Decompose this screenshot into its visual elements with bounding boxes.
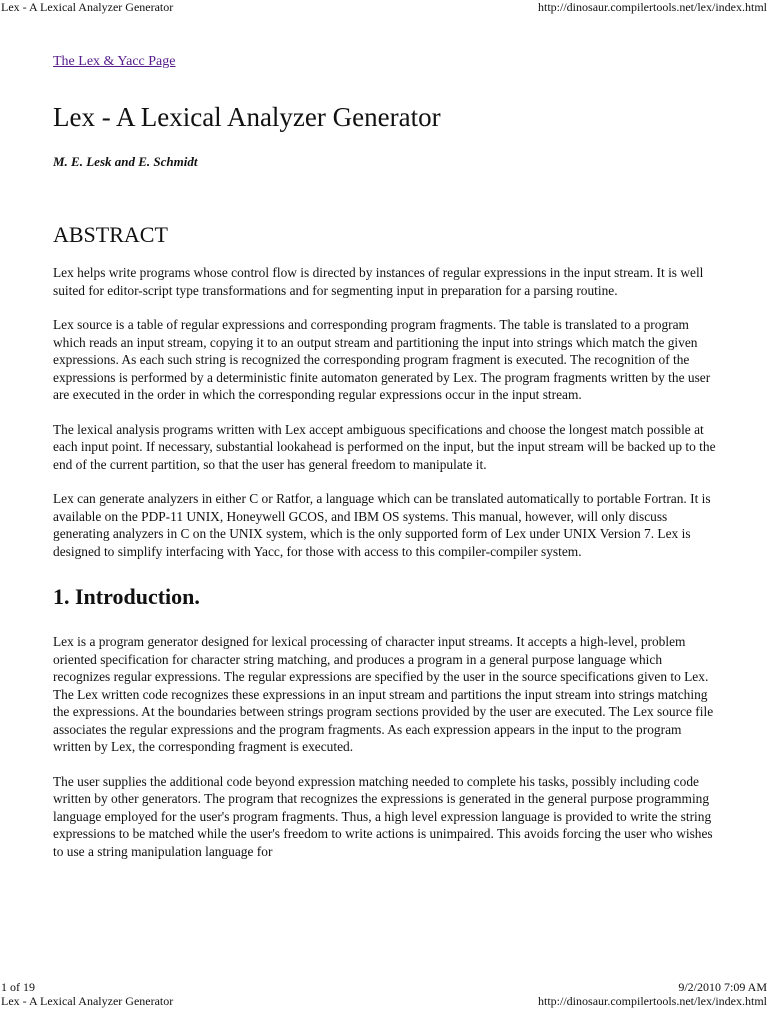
introduction-paragraph: Lex is a program generator designed for lexical processing of character input streams. It accepts a high-level, problem oriented specification for character string matching, and produces a program in a general purpose language which recognizes regular expressions. The regular expressions are specified by the user in the source specifications given to Lex. The Lex written code recognizes these expressions in an input stream and partitions the input stream into strings matching the expressions. At the boundaries between strings program sections provided by the user are executed. The Lex source file associates the regular expressions and the program fragments. As each expression appears in the input to the program written by Lex, the corresponding fragment is executed. <box>53 634 714 754</box>
document-body <box>53 52 718 860</box>
footer-title: Lex - A Lexical Analyzer Generator <box>1 994 174 1008</box>
abstract-paragraph: Lex helps write programs whose control flow is directed by instances of regular expressions in the input stream. It is well suited for editor-script type transformations and for segmenting input in preparation for a parsing routine. <box>53 265 704 298</box>
header-title: Lex - A Lexical Analyzer Generator <box>1 0 174 14</box>
abstract-heading: ABSTRACT <box>53 222 168 247</box>
introduction-heading: 1. Introduction. <box>53 584 200 609</box>
abstract-paragraph: The lexical analysis programs written with Lex accept ambiguous specifications and choose the longest match possible at each input point. If necessary, substantial lookahead is performed on the input, but the input stream will be backed up to the end of the current partition, so that the user has general freedom to manipulate it. <box>53 421 716 472</box>
introduction-paragraph: The user supplies the additional code beyond expression matching needed to complete his tasks, possibly including code written by other generators. The program that recognizes the expressions is generated in the general purpose programming language employed for the user's program fragments. Thus, a high level expression language is provided to write the string expressions to be matched while the user's freedom to write actions is unimpaired. This avoids forcing the user who wishes to use a string manipulation language for <box>53 773 713 859</box>
page-title: Lex - A Lexical Analyzer Generator <box>53 102 441 132</box>
abstract-paragraph: Lex can generate analyzers in either C or Ratfor, a language which can be translated automatically to portable Fortran. It is available on the PDP-11 UNIX, Honeywell GCOS, and IBM OS systems. This manual, however, will only discuss generating analyzers in C on the UNIX system, which is the only supported form of Lex under UNIX Version 7. Lex is designed to simplify interfacing with Yacc, for those with access to this compiler-compiler system. <box>53 491 711 559</box>
footer-url: http://dinosaur.compilertools.net/lex/index.html <box>538 994 767 1008</box>
authors: M. E. Lesk and E. Schmidt <box>53 154 198 169</box>
abstract-paragraph: Lex source is a table of regular expressions and corresponding program fragments. The table is translated to a program which reads an input stream, copying it to an output stream and partitioning the input into strings which match the given expressions. As each such string is recognized the corresponding program fragment is executed. The recognition of the expressions is performed by a deterministic finite automaton generated by Lex. The program fragments written by the user are executed in the order in which the corresponding regular expressions occur in the input stream. <box>53 317 711 402</box>
print-header <box>0 0 768 14</box>
footer-datetime: 9/2/2010 7:09 AM <box>678 980 767 994</box>
print-footer-page <box>0 980 768 994</box>
lex-yacc-page-link[interactable]: The Lex & Yacc Page <box>53 54 176 69</box>
print-footer-source <box>0 994 768 1008</box>
footer-page-number: 1 of 19 <box>1 980 35 994</box>
header-url: http://dinosaur.compilertools.net/lex/index.html <box>538 0 767 14</box>
